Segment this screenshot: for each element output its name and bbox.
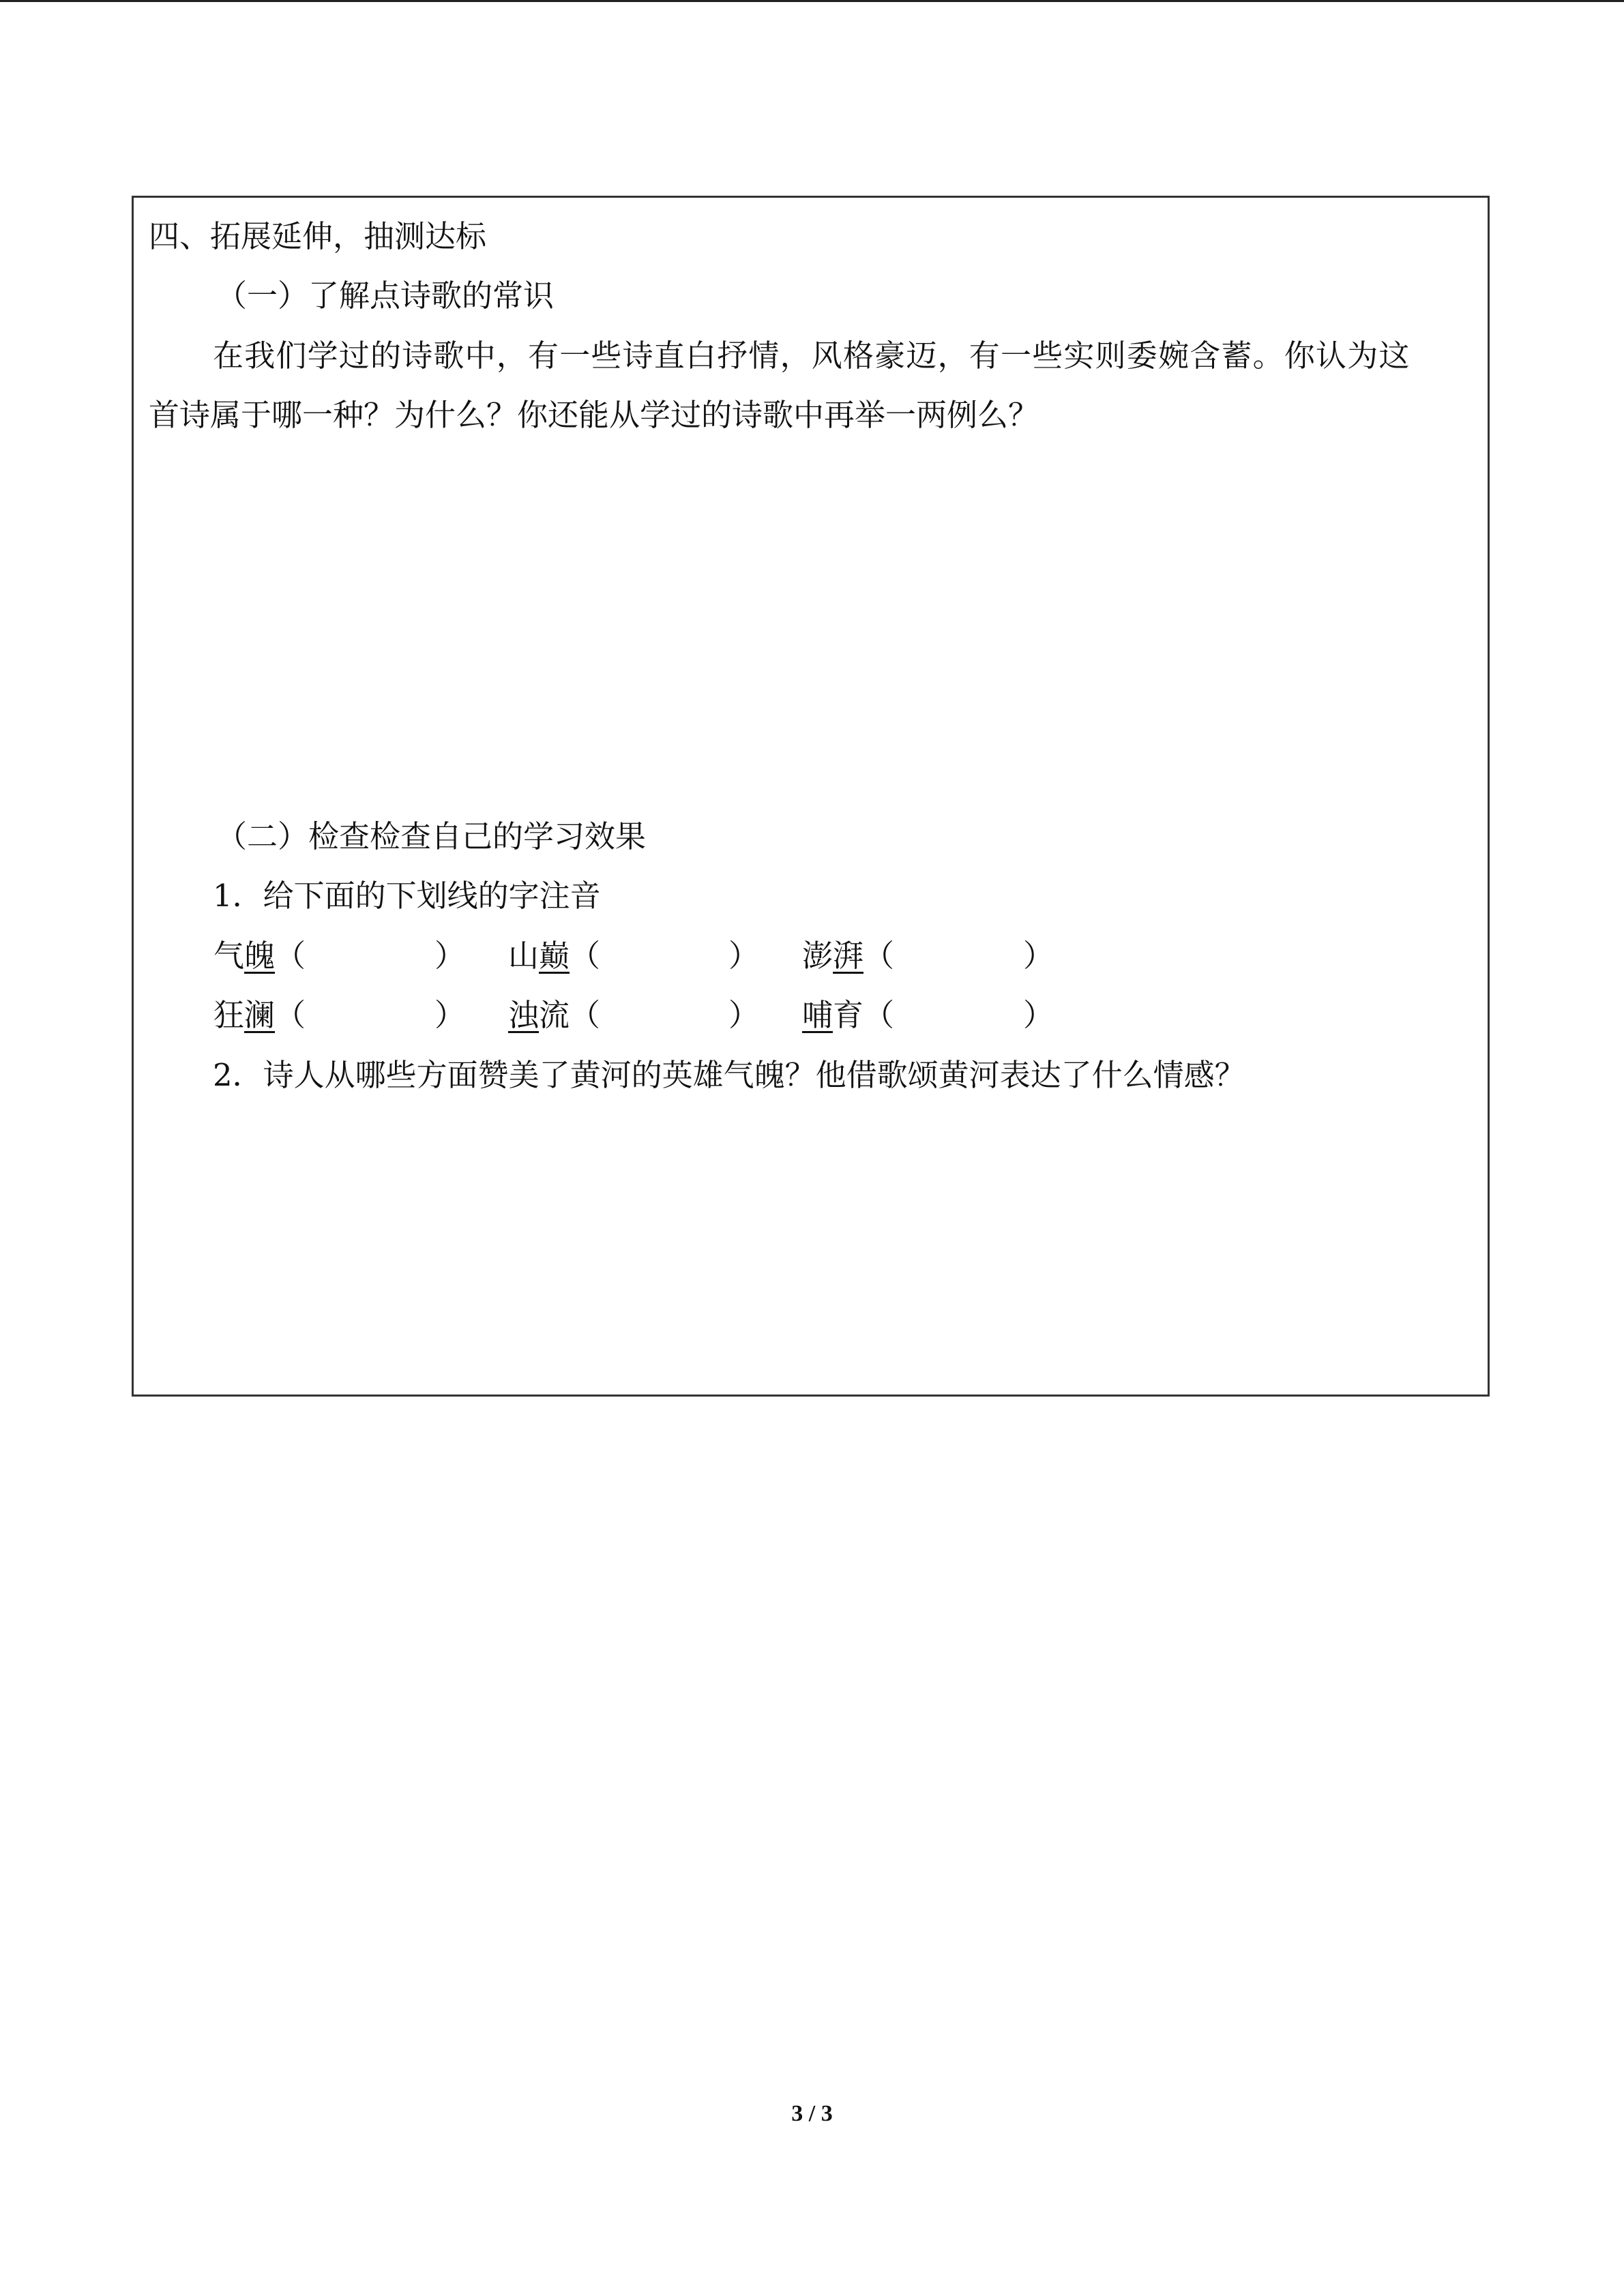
pinyin-row-2 (0, 995, 1624, 1036)
paren-close: ） (728, 997, 760, 1033)
pinyin-prefix: 狂 (213, 997, 245, 1033)
part1-title: （一）了解点诗歌的常识 (216, 278, 555, 314)
pinyin-prefix: 气 (213, 938, 245, 974)
underlined-char: 澜 (244, 997, 276, 1033)
section-heading: 四、拓展延伸，抽测达标 (149, 218, 487, 254)
paren-open: （ (570, 997, 601, 1033)
part2-title: （二）检查检查自己的学习效果 (216, 818, 647, 854)
pinyin-item (213, 995, 275, 1036)
paren-close: ） (434, 997, 466, 1033)
pinyin-prefix: 山 (508, 938, 540, 974)
page-top-border (0, 0, 1624, 2)
paren-open: （ (863, 938, 895, 974)
pinyin-row-1 (0, 936, 1624, 976)
paren-open: （ (275, 997, 306, 1033)
pinyin-suffix: 育 (833, 997, 864, 1033)
pinyin-item (508, 936, 570, 976)
pinyin-item (508, 995, 570, 1036)
part1-question-line2: 首诗属于哪一种？为什么？你还能从学过的诗歌中再举一两例么？ (149, 397, 1039, 433)
pinyin-item (213, 936, 275, 976)
paren-open: （ (863, 997, 895, 1033)
page-number: 3 / 3 (791, 2101, 833, 2126)
pinyin-suffix: 流 (539, 997, 570, 1033)
pinyin-item (802, 995, 863, 1036)
paren-close: ） (728, 938, 760, 974)
underlined-char: 哺 (802, 997, 833, 1033)
paren-close: ） (1023, 938, 1054, 974)
part2-question1: 1．给下面的下划线的字注音 (213, 878, 601, 914)
underlined-char: 魄 (244, 938, 276, 974)
underlined-char: 巅 (539, 938, 570, 974)
underlined-char: 湃 (833, 938, 864, 974)
paren-open: （ (275, 938, 306, 974)
part1-question-line1: 在我们学过的诗歌中，有一些诗直白抒情，风格豪迈，有一些实则委婉含蓄。你认为这 (213, 338, 1411, 374)
underlined-char: 浊 (508, 997, 540, 1033)
part2-question2: 2．诗人从哪些方面赞美了黄河的英雄气魄？他借歌颂黄河表达了什么情感？ (213, 1057, 1245, 1093)
paren-close: ） (1023, 997, 1054, 1033)
pinyin-prefix: 澎 (802, 938, 833, 974)
paren-open: （ (570, 938, 601, 974)
paren-close: ） (434, 938, 466, 974)
pinyin-item (802, 936, 863, 976)
